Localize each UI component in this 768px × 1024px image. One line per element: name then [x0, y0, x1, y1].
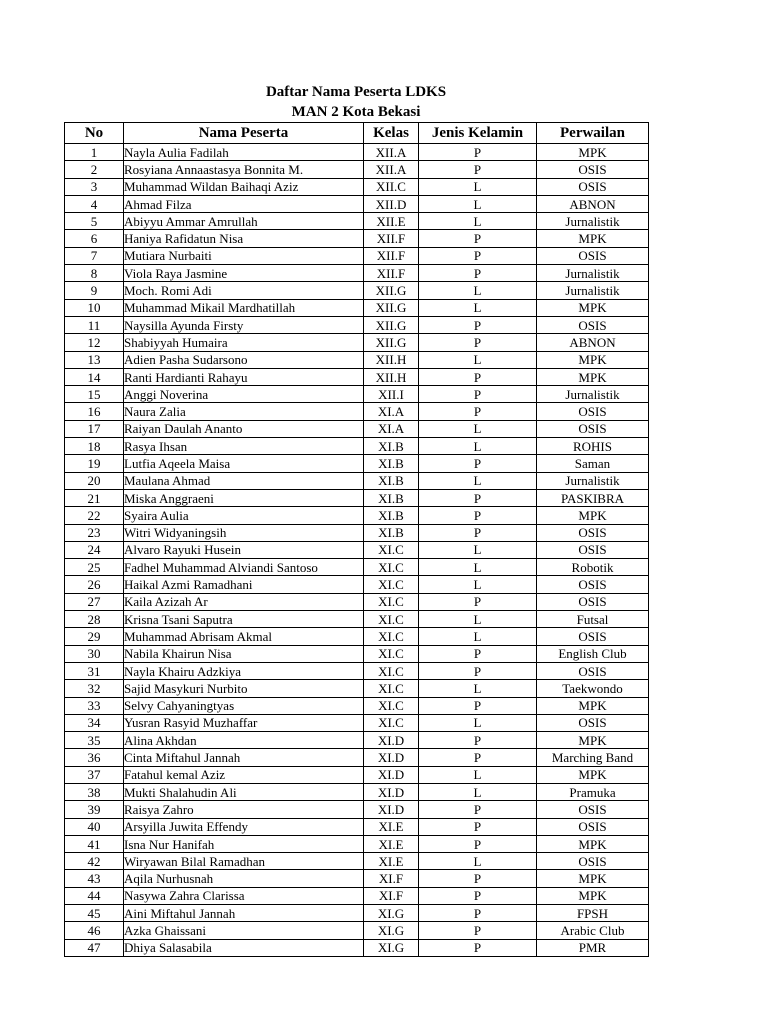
cell-kelas: XI.B	[364, 489, 419, 506]
cell-kelas: XII.C	[364, 178, 419, 195]
cell-no: 10	[65, 299, 124, 316]
cell-kelas: XII.H	[364, 351, 419, 368]
table-row	[65, 144, 649, 161]
cell-nama-peserta: Viola Raya Jasmine	[124, 265, 364, 282]
cell-kelas: XII.A	[364, 144, 419, 161]
cell-nama-peserta: Fatahul kemal Aziz	[124, 766, 364, 783]
cell-perwailan: MPK	[537, 507, 649, 524]
cell-jenis-kelamin: P	[419, 144, 537, 161]
cell-kelas: XII.F	[364, 247, 419, 264]
table-row	[65, 887, 649, 904]
cell-perwailan: OSIS	[537, 593, 649, 610]
cell-no: 14	[65, 368, 124, 385]
cell-perwailan: OSIS	[537, 818, 649, 835]
table-row	[65, 368, 649, 385]
table-row	[65, 749, 649, 766]
cell-jenis-kelamin: P	[419, 835, 537, 852]
cell-nama-peserta: Muhammad Wildan Baihaqi Aziz	[124, 178, 364, 195]
cell-kelas: XI.C	[364, 611, 419, 628]
cell-perwailan: English Club	[537, 645, 649, 662]
table-row	[65, 489, 649, 506]
cell-kelas: XII.G	[364, 282, 419, 299]
cell-kelas: XII.F	[364, 265, 419, 282]
cell-nama-peserta: Yusran Rasyid Muzhaffar	[124, 714, 364, 731]
cell-no: 13	[65, 351, 124, 368]
cell-jenis-kelamin: L	[419, 766, 537, 783]
cell-no: 33	[65, 697, 124, 714]
cell-no: 7	[65, 247, 124, 264]
cell-nama-peserta: Mutiara Nurbaiti	[124, 247, 364, 264]
table-row	[65, 611, 649, 628]
cell-no: 37	[65, 766, 124, 783]
table-row	[65, 905, 649, 922]
cell-no: 45	[65, 905, 124, 922]
cell-no: 1	[65, 144, 124, 161]
cell-no: 15	[65, 386, 124, 403]
cell-perwailan: MPK	[537, 697, 649, 714]
cell-perwailan: Futsal	[537, 611, 649, 628]
cell-kelas: XI.G	[364, 905, 419, 922]
cell-kelas: XI.C	[364, 662, 419, 679]
cell-nama-peserta: Naura Zalia	[124, 403, 364, 420]
table-row	[65, 628, 649, 645]
cell-nama-peserta: Ahmad Filza	[124, 195, 364, 212]
cell-perwailan: OSIS	[537, 420, 649, 437]
cell-no: 29	[65, 628, 124, 645]
cell-jenis-kelamin: P	[419, 161, 537, 178]
cell-jenis-kelamin: P	[419, 905, 537, 922]
cell-kelas: XI.C	[364, 645, 419, 662]
cell-kelas: XI.E	[364, 835, 419, 852]
cell-perwailan: OSIS	[537, 524, 649, 541]
table-row	[65, 680, 649, 697]
cell-no: 35	[65, 732, 124, 749]
cell-perwailan: MPK	[537, 368, 649, 385]
cell-kelas: XII.H	[364, 368, 419, 385]
table-row	[65, 662, 649, 679]
cell-nama-peserta: Isna Nur Hanifah	[124, 835, 364, 852]
cell-perwailan: OSIS	[537, 247, 649, 264]
cell-jenis-kelamin: L	[419, 576, 537, 593]
cell-perwailan: OSIS	[537, 628, 649, 645]
table-row	[65, 178, 649, 195]
cell-jenis-kelamin: P	[419, 593, 537, 610]
cell-nama-peserta: Alina Akhdan	[124, 732, 364, 749]
cell-nama-peserta: Raisya Zahro	[124, 801, 364, 818]
cell-perwailan: OSIS	[537, 662, 649, 679]
cell-no: 18	[65, 438, 124, 455]
table-row	[65, 714, 649, 731]
cell-nama-peserta: Krisna Tsani Saputra	[124, 611, 364, 628]
cell-no: 16	[65, 403, 124, 420]
participant-table	[64, 122, 649, 957]
cell-kelas: XI.B	[364, 455, 419, 472]
table-row	[65, 922, 649, 939]
cell-no: 46	[65, 922, 124, 939]
cell-no: 17	[65, 420, 124, 437]
cell-nama-peserta: Nabila Khairun Nisa	[124, 645, 364, 662]
cell-kelas: XI.C	[364, 680, 419, 697]
cell-nama-peserta: Arsyilla Juwita Effendy	[124, 818, 364, 835]
cell-nama-peserta: Muhammad Mikail Mardhatillah	[124, 299, 364, 316]
cell-nama-peserta: Maulana Ahmad	[124, 472, 364, 489]
cell-no: 44	[65, 887, 124, 904]
cell-nama-peserta: Miska Anggraeni	[124, 489, 364, 506]
table-row	[65, 351, 649, 368]
cell-nama-peserta: Raiyan Daulah Ananto	[124, 420, 364, 437]
cell-jenis-kelamin: L	[419, 299, 537, 316]
cell-no: 2	[65, 161, 124, 178]
cell-no: 43	[65, 870, 124, 887]
cell-no: 8	[65, 265, 124, 282]
cell-no: 27	[65, 593, 124, 610]
cell-nama-peserta: Abiyyu Ammar Amrullah	[124, 213, 364, 230]
cell-no: 40	[65, 818, 124, 835]
cell-perwailan: ABNON	[537, 334, 649, 351]
cell-perwailan: Jurnalistik	[537, 282, 649, 299]
cell-kelas: XI.C	[364, 593, 419, 610]
cell-jenis-kelamin: P	[419, 749, 537, 766]
table-row	[65, 801, 649, 818]
table-row	[65, 783, 649, 800]
cell-nama-peserta: Aini Miftahul Jannah	[124, 905, 364, 922]
cell-no: 31	[65, 662, 124, 679]
cell-jenis-kelamin: P	[419, 386, 537, 403]
cell-nama-peserta: Cinta Miftahul Jannah	[124, 749, 364, 766]
cell-jenis-kelamin: P	[419, 801, 537, 818]
table-header-row	[65, 123, 649, 144]
cell-nama-peserta: Moch. Romi Adi	[124, 282, 364, 299]
cell-kelas: XI.D	[364, 801, 419, 818]
cell-perwailan: FPSH	[537, 905, 649, 922]
cell-perwailan: MPK	[537, 870, 649, 887]
cell-jenis-kelamin: L	[419, 178, 537, 195]
cell-jenis-kelamin: L	[419, 680, 537, 697]
cell-kelas: XI.F	[364, 870, 419, 887]
cell-kelas: XI.D	[364, 783, 419, 800]
cell-jenis-kelamin: P	[419, 939, 537, 956]
cell-perwailan: Jurnalistik	[537, 386, 649, 403]
cell-perwailan: ROHIS	[537, 438, 649, 455]
cell-perwailan: Taekwondo	[537, 680, 649, 697]
cell-kelas: XI.C	[364, 628, 419, 645]
table-row	[65, 161, 649, 178]
cell-nama-peserta: Alvaro Rayuki Husein	[124, 541, 364, 558]
cell-kelas: XI.D	[364, 749, 419, 766]
cell-nama-peserta: Selvy Cahyaningtyas	[124, 697, 364, 714]
cell-kelas: XII.D	[364, 195, 419, 212]
cell-kelas: XI.A	[364, 403, 419, 420]
cell-jenis-kelamin: P	[419, 265, 537, 282]
cell-jenis-kelamin: L	[419, 559, 537, 576]
cell-nama-peserta: Syaira Aulia	[124, 507, 364, 524]
cell-kelas: XI.B	[364, 524, 419, 541]
table-row	[65, 455, 649, 472]
cell-no: 4	[65, 195, 124, 212]
cell-no: 6	[65, 230, 124, 247]
cell-perwailan: OSIS	[537, 403, 649, 420]
cell-no: 11	[65, 316, 124, 333]
table-row	[65, 524, 649, 541]
table-row	[65, 403, 649, 420]
cell-no: 21	[65, 489, 124, 506]
cell-jenis-kelamin: P	[419, 403, 537, 420]
cell-perwailan: MPK	[537, 732, 649, 749]
cell-no: 20	[65, 472, 124, 489]
cell-kelas: XI.G	[364, 922, 419, 939]
cell-no: 38	[65, 783, 124, 800]
cell-no: 19	[65, 455, 124, 472]
table-row	[65, 559, 649, 576]
cell-jenis-kelamin: L	[419, 611, 537, 628]
cell-jenis-kelamin: L	[419, 628, 537, 645]
table-row	[65, 282, 649, 299]
cell-kelas: XI.C	[364, 576, 419, 593]
cell-kelas: XII.G	[364, 316, 419, 333]
cell-nama-peserta: Rosyiana Annaastasya Bonnita M.	[124, 161, 364, 178]
cell-perwailan: MPK	[537, 766, 649, 783]
cell-perwailan: OSIS	[537, 576, 649, 593]
cell-no: 39	[65, 801, 124, 818]
cell-nama-peserta: Mukti Shalahudin Ali	[124, 783, 364, 800]
cell-kelas: XI.D	[364, 732, 419, 749]
cell-perwailan: Marching Band	[537, 749, 649, 766]
cell-kelas: XI.F	[364, 887, 419, 904]
cell-perwailan: Robotik	[537, 559, 649, 576]
cell-no: 3	[65, 178, 124, 195]
cell-perwailan: ABNON	[537, 195, 649, 212]
cell-no: 5	[65, 213, 124, 230]
table-row	[65, 299, 649, 316]
cell-jenis-kelamin: P	[419, 489, 537, 506]
cell-perwailan: MPK	[537, 351, 649, 368]
cell-no: 41	[65, 835, 124, 852]
cell-perwailan: Jurnalistik	[537, 472, 649, 489]
cell-perwailan: MPK	[537, 835, 649, 852]
cell-perwailan: Arabic Club	[537, 922, 649, 939]
table-body	[65, 144, 649, 957]
cell-jenis-kelamin: L	[419, 282, 537, 299]
cell-kelas: XII.G	[364, 299, 419, 316]
table-row	[65, 766, 649, 783]
cell-jenis-kelamin: L	[419, 472, 537, 489]
table-row	[65, 939, 649, 956]
cell-nama-peserta: Aqila Nurhusnah	[124, 870, 364, 887]
cell-no: 42	[65, 853, 124, 870]
table-row	[65, 438, 649, 455]
table-row	[65, 386, 649, 403]
cell-kelas: XI.D	[364, 766, 419, 783]
cell-jenis-kelamin: L	[419, 195, 537, 212]
cell-kelas: XII.I	[364, 386, 419, 403]
cell-jenis-kelamin: L	[419, 351, 537, 368]
cell-perwailan: OSIS	[537, 541, 649, 558]
document-subtitle: MAN 2 Kota Bekasi	[291, 104, 421, 120]
cell-nama-peserta: Naysilla Ayunda Firsty	[124, 316, 364, 333]
cell-kelas: XI.B	[364, 507, 419, 524]
cell-nama-peserta: Lutfia Aqeela Maisa	[124, 455, 364, 472]
cell-kelas: XII.F	[364, 230, 419, 247]
cell-nama-peserta: Nayla Aulia Fadilah	[124, 144, 364, 161]
cell-no: 24	[65, 541, 124, 558]
cell-no: 36	[65, 749, 124, 766]
cell-jenis-kelamin: P	[419, 507, 537, 524]
cell-perwailan: Jurnalistik	[537, 213, 649, 230]
table-row	[65, 420, 649, 437]
cell-nama-peserta: Fadhel Muhammad Alviandi Santoso	[124, 559, 364, 576]
cell-jenis-kelamin: L	[419, 438, 537, 455]
cell-perwailan: MPK	[537, 230, 649, 247]
cell-nama-peserta: Anggi Noverina	[124, 386, 364, 403]
cell-nama-peserta: Witri Widyaningsih	[124, 524, 364, 541]
table-row	[65, 213, 649, 230]
cell-jenis-kelamin: P	[419, 645, 537, 662]
cell-no: 25	[65, 559, 124, 576]
table-row	[65, 472, 649, 489]
cell-jenis-kelamin: P	[419, 230, 537, 247]
cell-nama-peserta: Kaila Azizah Ar	[124, 593, 364, 610]
cell-no: 28	[65, 611, 124, 628]
cell-no: 34	[65, 714, 124, 731]
cell-kelas: XI.A	[364, 420, 419, 437]
table-row	[65, 316, 649, 333]
cell-nama-peserta: Adien Pasha Sudarsono	[124, 351, 364, 368]
cell-nama-peserta: Sajid Masykuri Nurbito	[124, 680, 364, 697]
table-row	[65, 853, 649, 870]
cell-jenis-kelamin: L	[419, 783, 537, 800]
cell-perwailan: OSIS	[537, 178, 649, 195]
cell-perwailan: OSIS	[537, 801, 649, 818]
cell-kelas: XI.E	[364, 853, 419, 870]
cell-perwailan: MPK	[537, 887, 649, 904]
cell-jenis-kelamin: P	[419, 524, 537, 541]
cell-kelas: XI.E	[364, 818, 419, 835]
cell-jenis-kelamin: L	[419, 714, 537, 731]
cell-jenis-kelamin: P	[419, 455, 537, 472]
table-row	[65, 732, 649, 749]
cell-nama-peserta: Azka Ghaissani	[124, 922, 364, 939]
cell-no: 9	[65, 282, 124, 299]
table-row	[65, 645, 649, 662]
cell-no: 12	[65, 334, 124, 351]
cell-perwailan: MPK	[537, 299, 649, 316]
cell-kelas: XII.E	[364, 213, 419, 230]
cell-no: 32	[65, 680, 124, 697]
cell-jenis-kelamin: P	[419, 247, 537, 264]
table-row	[65, 576, 649, 593]
table-row	[65, 541, 649, 558]
document-title: Daftar Nama Peserta LDKS	[265, 84, 447, 100]
cell-nama-peserta: Dhiya Salasabila	[124, 939, 364, 956]
cell-nama-peserta: Muhammad Abrisam Akmal	[124, 628, 364, 645]
header-nama-peserta: Nama Peserta	[124, 123, 364, 144]
cell-nama-peserta: Rasya Ihsan	[124, 438, 364, 455]
cell-jenis-kelamin: L	[419, 853, 537, 870]
table-row	[65, 507, 649, 524]
cell-jenis-kelamin: P	[419, 368, 537, 385]
cell-jenis-kelamin: P	[419, 870, 537, 887]
cell-perwailan: PMR	[537, 939, 649, 956]
cell-no: 47	[65, 939, 124, 956]
cell-kelas: XI.C	[364, 541, 419, 558]
cell-jenis-kelamin: P	[419, 662, 537, 679]
cell-nama-peserta: Haniya Rafidatun Nisa	[124, 230, 364, 247]
cell-kelas: XI.C	[364, 559, 419, 576]
cell-no: 22	[65, 507, 124, 524]
cell-jenis-kelamin: P	[419, 818, 537, 835]
cell-jenis-kelamin: L	[419, 541, 537, 558]
cell-kelas: XI.B	[364, 472, 419, 489]
table-row	[65, 593, 649, 610]
cell-nama-peserta: Haikal Azmi Ramadhani	[124, 576, 364, 593]
cell-perwailan: OSIS	[537, 316, 649, 333]
cell-jenis-kelamin: P	[419, 334, 537, 351]
cell-kelas: XI.G	[364, 939, 419, 956]
table-row	[65, 334, 649, 351]
cell-jenis-kelamin: L	[419, 213, 537, 230]
header-no: No	[65, 123, 124, 144]
header-kelas: Kelas	[364, 123, 419, 144]
cell-perwailan: MPK	[537, 144, 649, 161]
cell-kelas: XI.B	[364, 438, 419, 455]
cell-nama-peserta: Wiryawan Bilal Ramadhan	[124, 853, 364, 870]
cell-jenis-kelamin: L	[419, 420, 537, 437]
cell-perwailan: Pramuka	[537, 783, 649, 800]
table-row	[65, 870, 649, 887]
table-row	[65, 835, 649, 852]
cell-perwailan: OSIS	[537, 714, 649, 731]
cell-kelas: XII.G	[364, 334, 419, 351]
cell-no: 26	[65, 576, 124, 593]
table-row	[65, 230, 649, 247]
table-row	[65, 818, 649, 835]
cell-jenis-kelamin: P	[419, 316, 537, 333]
table-row	[65, 265, 649, 282]
cell-perwailan: OSIS	[537, 161, 649, 178]
cell-nama-peserta: Nasywa Zahra Clarissa	[124, 887, 364, 904]
cell-jenis-kelamin: P	[419, 732, 537, 749]
cell-perwailan: OSIS	[537, 853, 649, 870]
cell-jenis-kelamin: P	[419, 922, 537, 939]
cell-kelas: XII.A	[364, 161, 419, 178]
cell-nama-peserta: Shabiyyah Humaira	[124, 334, 364, 351]
cell-kelas: XI.C	[364, 697, 419, 714]
header-perwailan: Perwailan	[537, 123, 649, 144]
cell-perwailan: Jurnalistik	[537, 265, 649, 282]
table-row	[65, 195, 649, 212]
table-row	[65, 697, 649, 714]
table-row	[65, 247, 649, 264]
cell-no: 23	[65, 524, 124, 541]
cell-jenis-kelamin: P	[419, 697, 537, 714]
cell-perwailan: PASKIBRA	[537, 489, 649, 506]
cell-nama-peserta: Ranti Hardianti Rahayu	[124, 368, 364, 385]
header-jenis-kelamin: Jenis Kelamin	[419, 123, 537, 144]
cell-jenis-kelamin: P	[419, 887, 537, 904]
cell-no: 30	[65, 645, 124, 662]
cell-kelas: XI.C	[364, 714, 419, 731]
cell-perwailan: Saman	[537, 455, 649, 472]
cell-nama-peserta: Nayla Khairu Adzkiya	[124, 662, 364, 679]
